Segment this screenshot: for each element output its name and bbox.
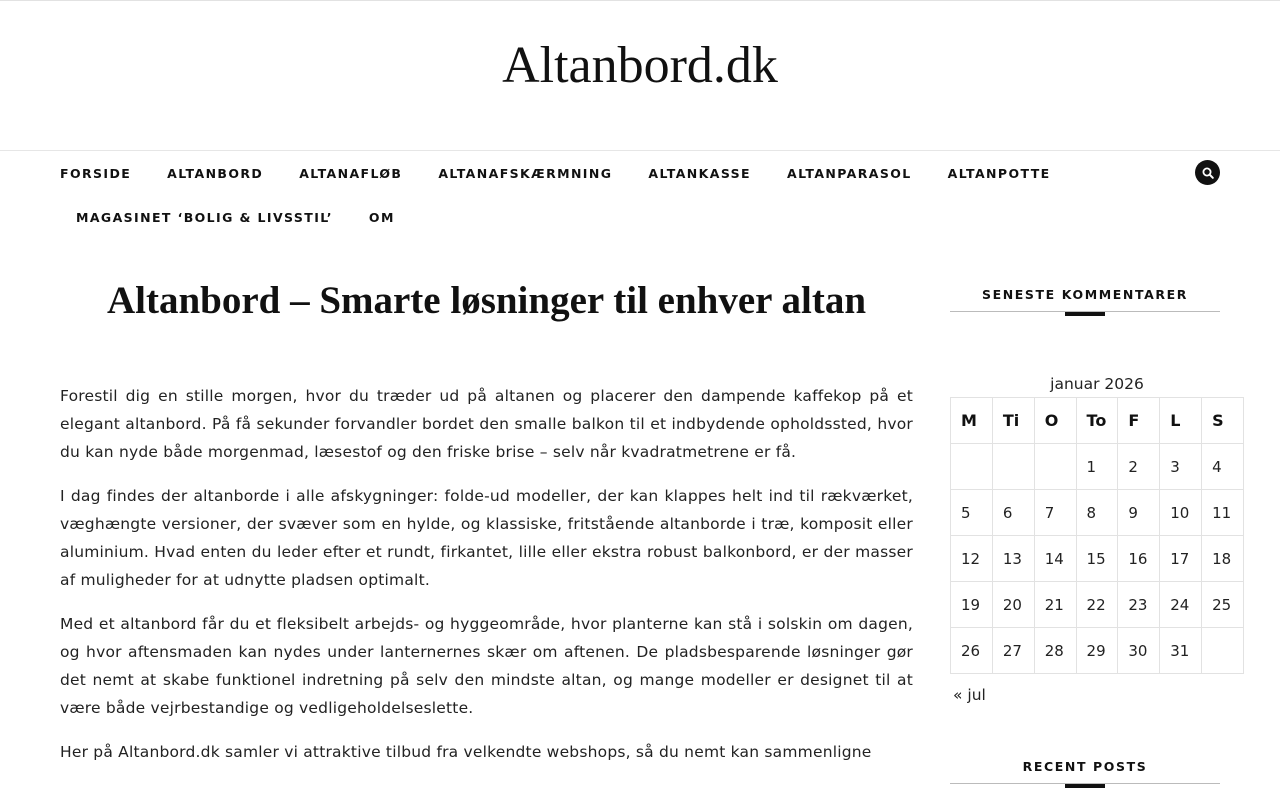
calendar-weekday: O xyxy=(1034,398,1076,444)
search-button[interactable] xyxy=(1195,160,1220,185)
calendar-day: 24 xyxy=(1160,582,1202,628)
calendar-day: 21 xyxy=(1034,582,1076,628)
calendar-weekday: L xyxy=(1160,398,1202,444)
calendar-day: 5 xyxy=(951,490,993,536)
calendar-weekday: To xyxy=(1076,398,1118,444)
calendar-day: 18 xyxy=(1202,536,1244,582)
calendar-day: 14 xyxy=(1034,536,1076,582)
calendar-day: 1 xyxy=(1076,444,1118,490)
nav-item-forside[interactable]: FORSIDE xyxy=(60,165,132,181)
site-title[interactable]: Altanbord.dk xyxy=(502,37,778,94)
nav-item-altanbord[interactable]: ALTANBORD xyxy=(167,165,264,181)
calendar-day xyxy=(1202,628,1244,674)
calendar-week xyxy=(951,582,1244,628)
post-paragraph: Forestil dig en stille morgen, hvor du træder ud på altanen og placerer den dampende kaffekop på et elegant altanbord. På få sekunder forvandler bordet den smalle balkon til et indbydende opholdssted, hvor du kan nyde både morgenmad, læsestof og den friske brise – selv når kvadratmetrene er få. xyxy=(60,387,913,461)
calendar-week xyxy=(951,490,1244,536)
calendar-weekday: S xyxy=(1202,398,1244,444)
nav-item-magasinet[interactable]: MAGASINET ‘BOLIG & LIVSSTIL’ xyxy=(76,209,333,225)
main-nav-row-1 xyxy=(60,151,1087,195)
post-title: Altanbord – Smarte løsninger til enhver altan xyxy=(106,279,867,322)
nav-item-om[interactable]: OM xyxy=(368,209,395,225)
calendar-day: 16 xyxy=(1118,536,1160,582)
post-paragraph: Her på Altanbord.dk samler vi attraktive tilbud fra velkendte webshops, så du nemt kan sammenligne xyxy=(60,743,872,761)
main-nav-row-2 xyxy=(76,195,431,239)
calendar-day: 20 xyxy=(992,582,1034,628)
calendar-week xyxy=(951,444,1244,490)
post-paragraph: I dag findes der altanborde i alle afskygninger: folde-ud modeller, der kan klappes helt ind til rækværket, væghængte versioner, der svæver som en hylde, og klassiske, fritstående altanborde i træ, komposit eller aluminium. Hvad enten du leder efter et rundt, firkantet, lille eller ekstra robust balkonbord, er der masser af muligheder for at udnytte pladsen optimalt. xyxy=(60,487,913,589)
calendar-day: 15 xyxy=(1076,536,1118,582)
calendar-weekday: M xyxy=(951,398,993,444)
widget-accent xyxy=(1065,312,1105,316)
widget-title-comments: SENESTE KOMMENTARER xyxy=(981,287,1188,302)
calendar-day: 13 xyxy=(992,536,1034,582)
search-icon xyxy=(1202,167,1214,179)
calendar-day: 25 xyxy=(1202,582,1244,628)
calendar-day: 6 xyxy=(992,490,1034,536)
calendar-day: 29 xyxy=(1076,628,1118,674)
widget-title-recent-posts: RECENT POSTS xyxy=(1022,759,1148,774)
calendar-day: 17 xyxy=(1160,536,1202,582)
calendar-day: 31 xyxy=(1160,628,1202,674)
calendar-prev-month-link[interactable]: « jul xyxy=(953,686,986,704)
top-divider xyxy=(0,0,1280,1)
calendar-day: 4 xyxy=(1202,444,1244,490)
calendar-caption: januar 2026 xyxy=(1050,375,1144,393)
calendar-day: 7 xyxy=(1034,490,1076,536)
calendar-day: 3 xyxy=(1160,444,1202,490)
calendar-day: 28 xyxy=(1034,628,1076,674)
calendar-day: 30 xyxy=(1118,628,1160,674)
calendar-day: 10 xyxy=(1160,490,1202,536)
calendar-day xyxy=(1034,444,1076,490)
post-paragraph: Med et altanbord får du et fleksibelt arbejds- og hyggeområde, hvor planterne kan stå i solskin om dagen, og hvor aftensmaden kan nydes under lanternernes skær om aftenen. De pladsbesparende løsninger gør det nemt at skabe funktionel indretning på selv den mindste altan, og mange modeller er designet til at være både vejrbestandige og vedligeholdelseslette. xyxy=(60,615,913,717)
calendar-day: 27 xyxy=(992,628,1034,674)
calendar-day: 19 xyxy=(951,582,993,628)
calendar-day: 26 xyxy=(951,628,993,674)
post-content xyxy=(60,382,913,782)
calendar-widget xyxy=(950,372,1232,674)
nav-item-altanafloeb[interactable]: ALTANAFLØB xyxy=(299,165,403,181)
nav-item-altanpotte[interactable]: ALTANPOTTE xyxy=(947,165,1051,181)
calendar-day: 8 xyxy=(1076,490,1118,536)
calendar-day: 11 xyxy=(1202,490,1244,536)
calendar-day: 23 xyxy=(1118,582,1160,628)
calendar-day: 12 xyxy=(951,536,993,582)
calendar-weekday: Ti xyxy=(992,398,1034,444)
nav-item-altankasse[interactable]: ALTANKASSE xyxy=(648,165,751,181)
calendar-week xyxy=(951,628,1244,674)
calendar-day xyxy=(992,444,1034,490)
calendar-day: 22 xyxy=(1076,582,1118,628)
calendar-weekday: F xyxy=(1118,398,1160,444)
widget-accent xyxy=(1065,784,1105,788)
calendar-day xyxy=(951,444,993,490)
calendar-day: 2 xyxy=(1118,444,1160,490)
calendar-table xyxy=(950,397,1244,674)
calendar-week xyxy=(951,536,1244,582)
calendar-day: 9 xyxy=(1118,490,1160,536)
nav-item-altanparasol[interactable]: ALTANPARASOL xyxy=(787,165,912,181)
nav-item-altanafskaermning[interactable]: ALTANAFSKÆRMNING xyxy=(438,165,613,181)
